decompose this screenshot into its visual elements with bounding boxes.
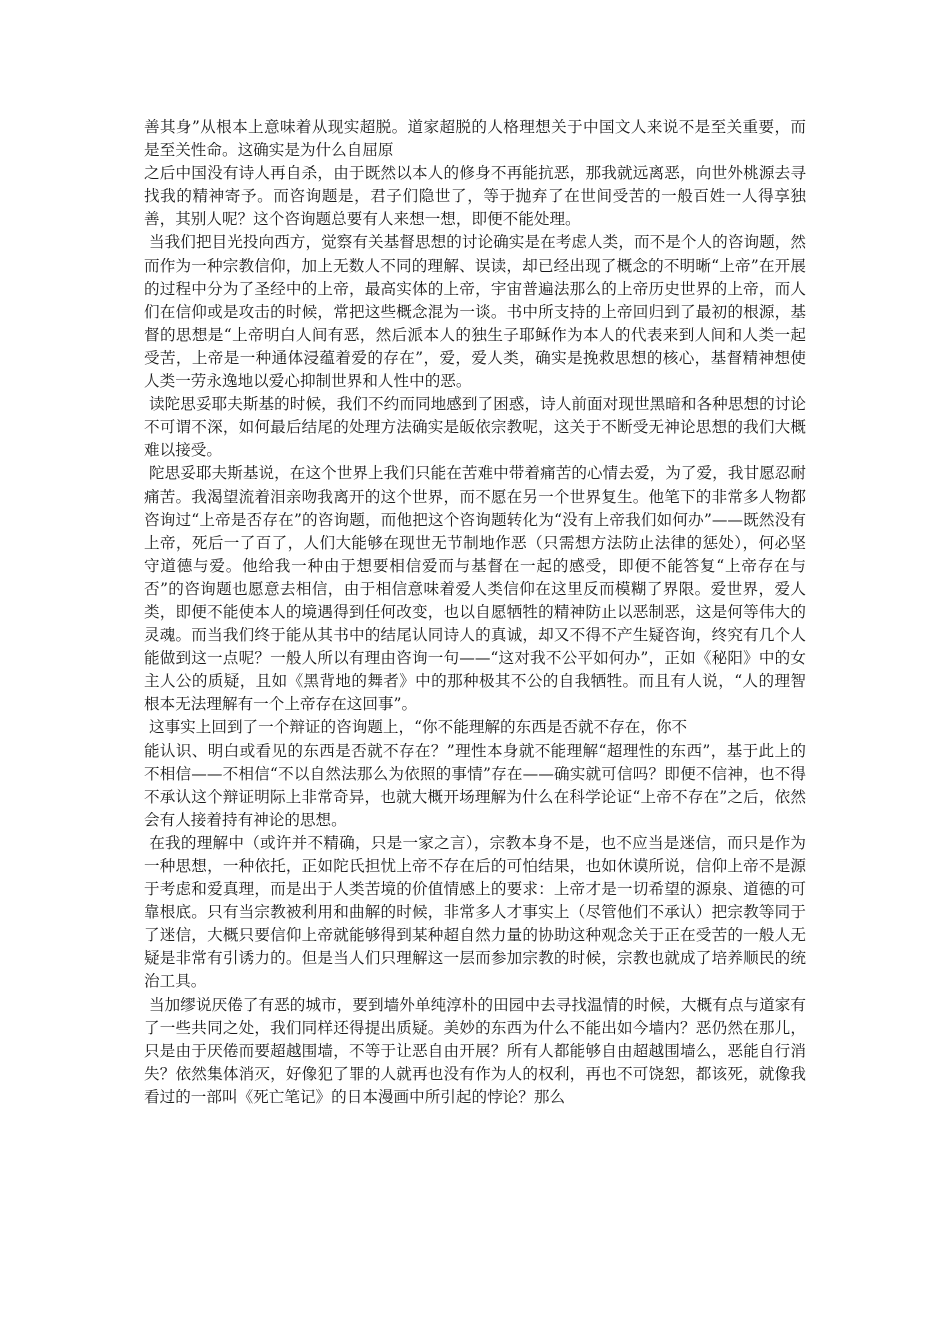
paragraph-8: 在我的理解中（或许并不精确，只是一家之言），宗教本身不是，也不应当是迷信，而只是作为一种思想，一种依托，正如陀氏担忧上帝不存在后的可怕结果，也如休谟所说，信仰上帝不是源于考虑和爱真理，而是出于人类苦境的价值情感上的要求：上帝才是一切希望的源泉、道德的可靠根底。只有当宗教被利用和曲解的时候，非常多人才事实上（尽管他们不承认）把宗教等同于了迷信，大概只要信仰上帝就能够得到某种超自然力量的协助这种观念关于正在受苦的一般人无疑是非常有引诱力的。但是当人们只理解这一层而参加宗教的时候，宗教也就成了培养顺民的统治工具。 [144,833,806,991]
document-body [144,116,806,1109]
paragraph-6: 这事实上回到了一个辩证的咨询题上，“你不能理解的东西是否就不存在，你不 [148,718,688,737]
paragraph-4: 读陀思妥耶夫斯基的时候，我们不约而同地感到了困惑，诗人前面对现世黑暗和各种思想的讨论不可谓不深，如何最后结尾的处理方法确实是皈依宗教呢，这关于不断受无神论思想的我们大概难以接受。 [144,395,806,460]
paragraph-2: 之后中国没有诗人再自杀，由于既然以本人的修身不再能抗恶，那我就远离恶，向世外桃源去寻找我的精神寄予。而咨询题是，君子们隐世了，等于抛弃了在世间受苦的一般百姓一人得享独善，其别人呢？这个咨询题总要有人来想一想，即便不能处理。 [144,164,806,229]
paragraph-9: 当加缪说厌倦了有恶的城市，要到墙外单纯淳朴的田园中去寻找温情的时候，大概有点与道家有了一些共同之处，我们同样还得提出质疑。美妙的东西为什么不能出如今墙内？恶仍然在那儿，只是由于厌倦而要超越围墙，不等于让恶自由开展？所有人都能够自由超越围墙么，恶能自行消失？依然集体消灭，好像犯了罪的人就再也没有作为人的权利，再也不可饶恕，都该死，就像我看过的一部叫《死亡笔记》的日本漫画中所引起的悖论？那么 [144,995,806,1106]
paragraph-7: 能认识、明白或看见的东西是否就不存在？”理性本身就不能理解“超理性的东西”，基于此上的不相信——不相信“不以自然法那么为依照的事情”存在——确实就可信吗？即便不信神，也不得不承认这个辩证明际上非常奇异，也就大概开场理解为什么在科学论证“上帝不存在”之后，依然会有人接着持有神论的思想。 [144,741,806,829]
paragraph-3: 当我们把目光投向西方，觉察有关基督思想的讨论确实是在考虑人类，而不是个人的咨询题，然而作为一种宗教信仰，加上无数人不同的理解、误读，却已经出现了概念的不明晰“上帝”在开展的过程中分为了圣经中的上帝，最高实体的上帝，宇宙普遍法那么的上帝历史世界的上帝，而人们在信仰或是攻击的时候，常把这些概念混为一谈。书中所支持的上帝回归到了最初的根源，基督的思想是“上帝明白人间有恶，然后派本人的独生子耶稣作为本人的代表来到人间和人类一起受苦，上帝是一种通体浸蕴着爱的存在”，爱，爱人类，确实是挽救思想的核心，基督精神想使人类一劳永逸地以爱心抑制世界和人性中的恶。 [144,233,806,391]
paragraph-5: 陀思妥耶夫斯基说，在这个世界上我们只能在苦难中带着痛苦的心情去爱，为了爱，我甘愿忍耐痛苦。我渴望流着泪亲吻我离开的这个世界，而不愿在另一个世界复生。他笔下的非常多人物都咨询过“上帝是否存在”的咨询题，而他把这个咨询题转化为“没有上帝我们如何办”——既然没有上帝，死后一了百了，人们大能够在现世无节制地作恶（只需想方法防止法律的惩处），何必坚守道德与爱。他给我一种由于想要相信爱而与基督在一起的感受，即便不能答复“上帝存在与否”的咨询题也愿意去相信，由于相信意味着爱人类信仰在这里反而模糊了界限。爱世界，爱人类，即便不能使本人的境遇得到任何改变，也以自愿牺牲的精神防止以恶制恶，这是何等伟大的灵魂。而当我们终于能从其书中的结尾认同诗人的真诚，却又不得不产生疑咨询，终究有几个人能做到这一点呢？一般人所以有理由咨询一句——“这对我不公平如何办”，正如《秘阳》中的女主人公的质疑，且如《黑背地的舞者》中的那种极其不公的自我牺牲。而且有人说，“人的理智根本无法理解有一个上帝存在这回事”。 [144,464,806,714]
paragraph-1: 善其身”从根本上意味着从现实超脱。道家超脱的人格理想关于中国文人来说不是至关重要，而是至关性命。这确实是为什么自屈原 [144,118,806,160]
